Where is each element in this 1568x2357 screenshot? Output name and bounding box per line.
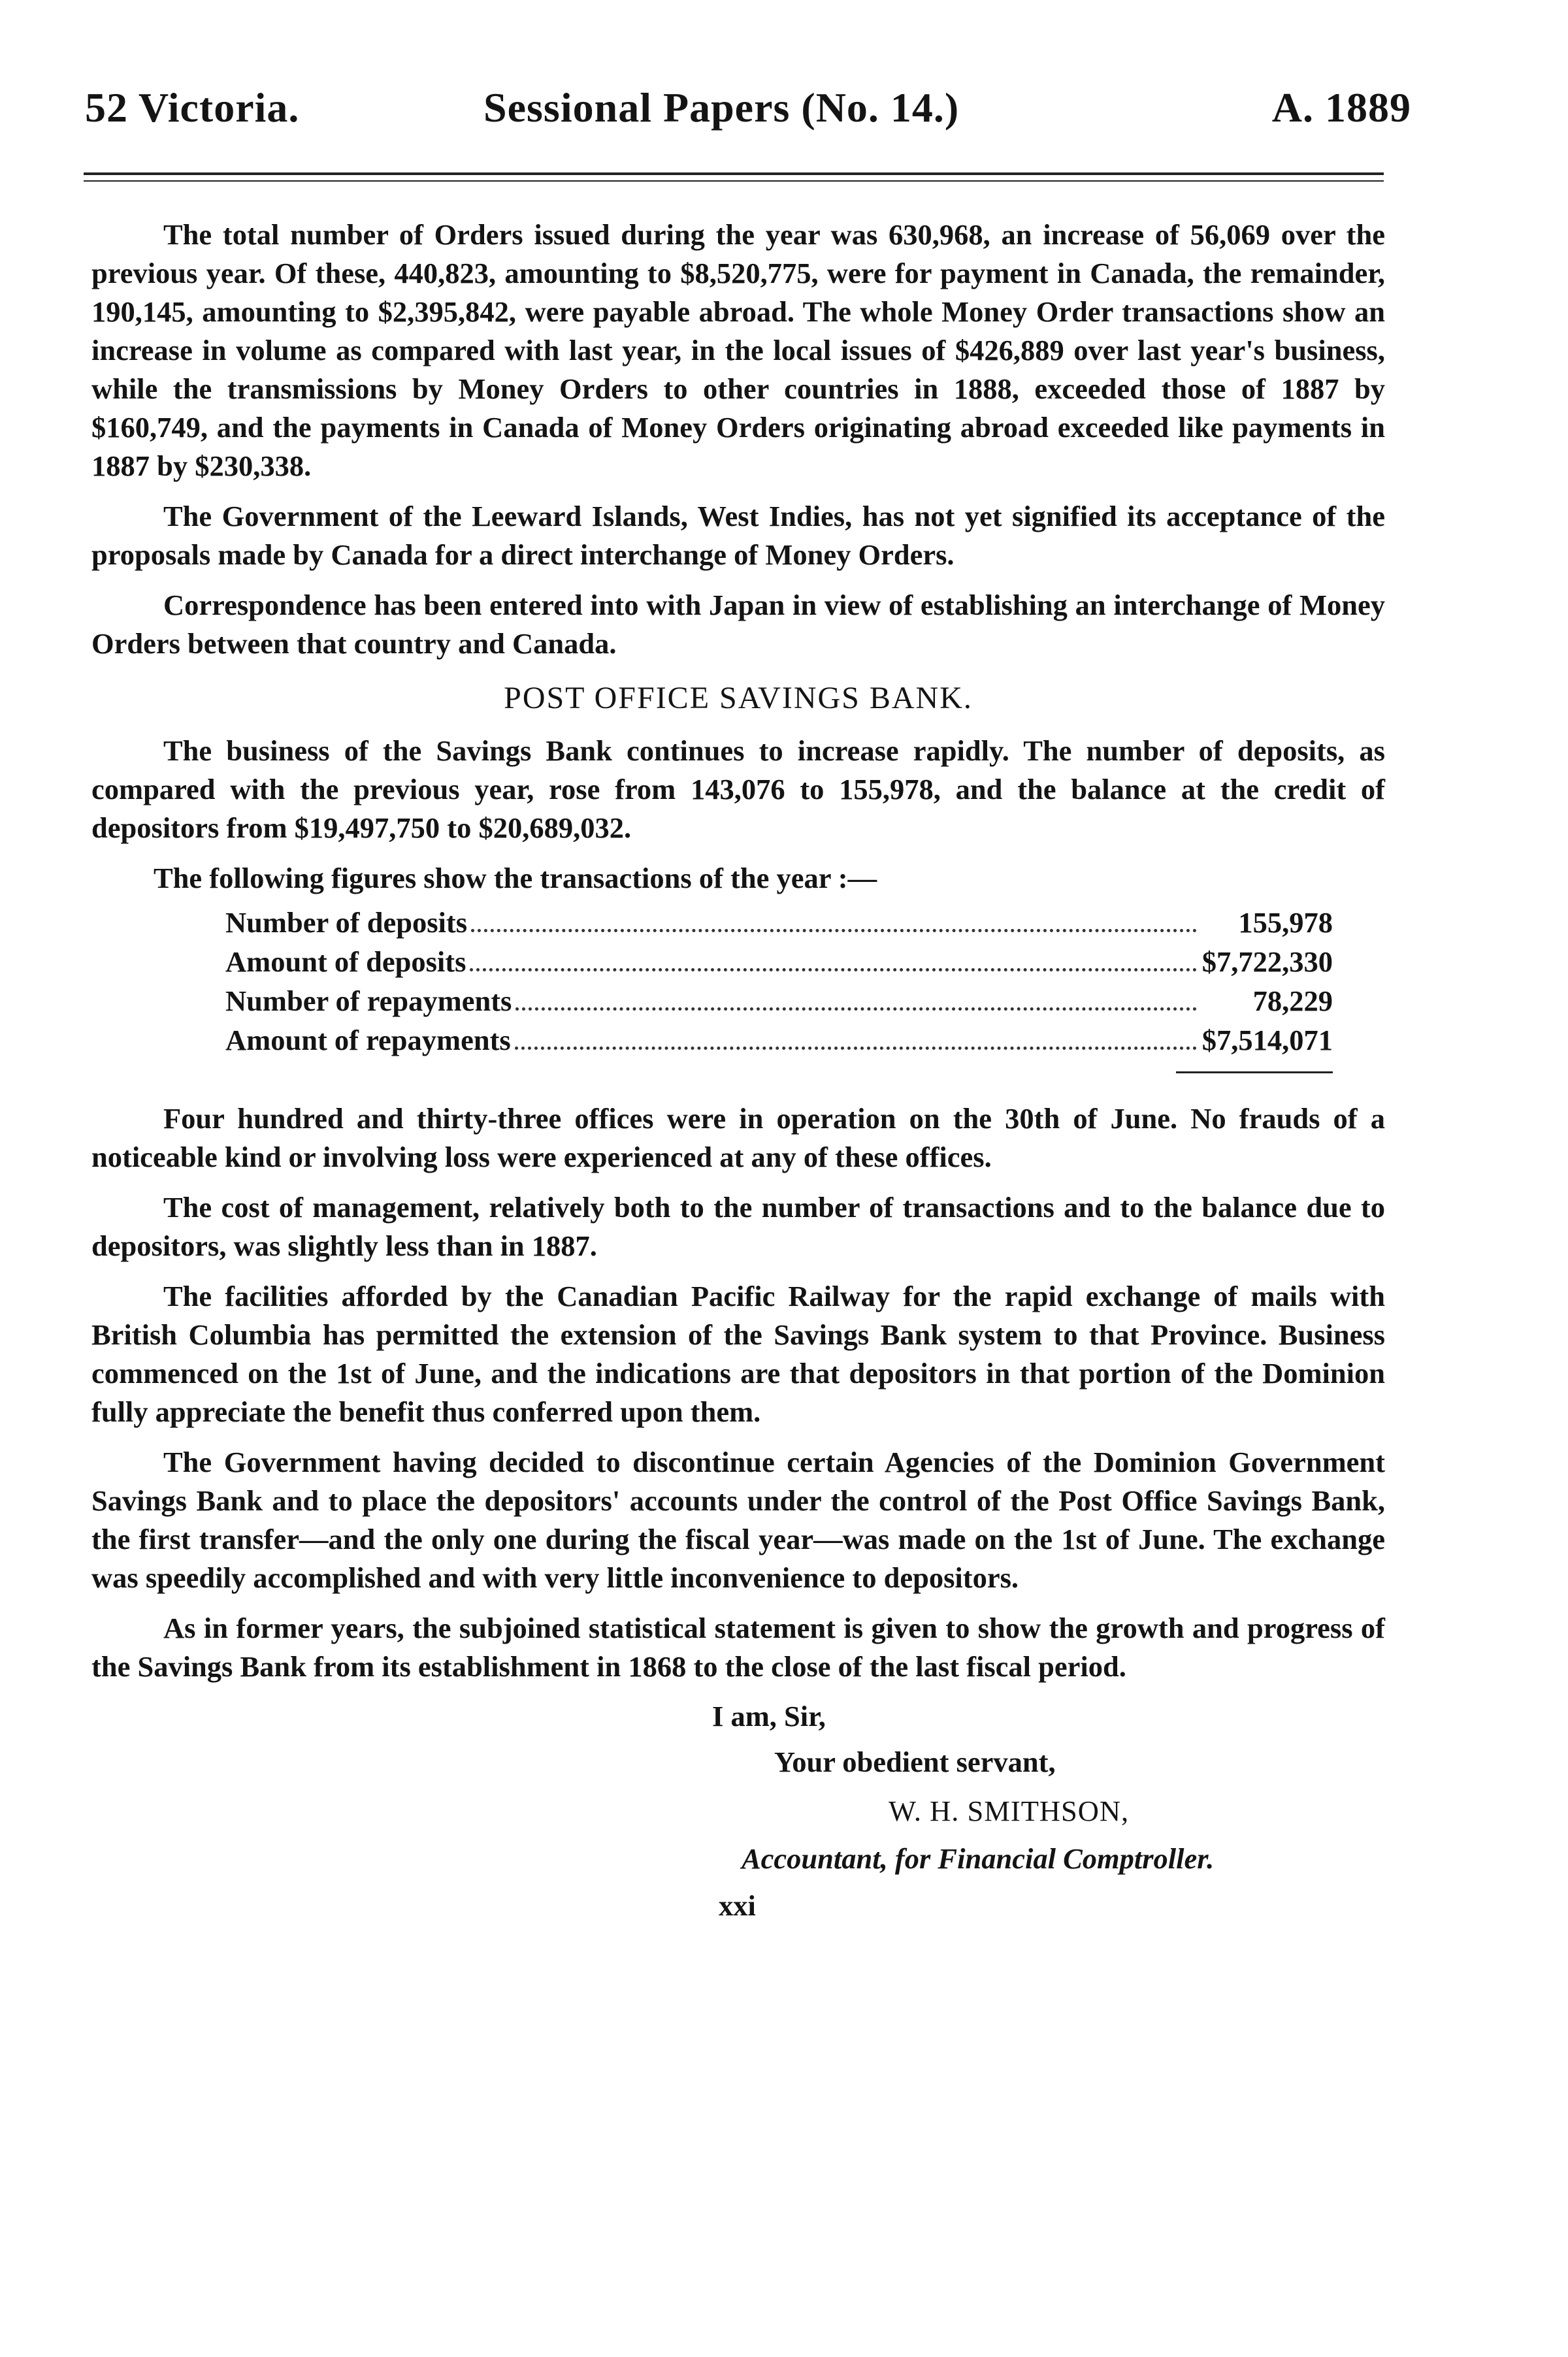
leader-dots [471, 929, 1197, 932]
paragraph-offices: Four hundred and thirty-three offices were in operation on the 30th of June. No frauds of a noticeable kind or involving loss were experienced at any of these offices. [91, 1102, 1385, 1173]
transactions-table [225, 903, 1333, 1073]
table-row [225, 981, 1333, 1020]
paragraph-money-orders: The total number of Orders issued during the year was 630,968, an increase of 56,069 over the previous year. Of these, 440,823, amounting to $8,520,775, were for payment in Canada, the remainder, 190,145, amounting to $2,395,842, were payable abroad. The whole Money Order transactions show an increase in volume as compared with last year, in the local issues of $426,889 over last year's business, while the transmissions by Money Orders to other countries in 1888, exceeded those of 1887 by $160,749, and the payments in Canada of Money Orders originating abroad exceeded like payments in 1887 by $230,338. [91, 218, 1385, 482]
section-title: POST OFFICE SAVINGS BANK. [504, 681, 973, 715]
stat-label: Number of deposits [225, 906, 468, 939]
stat-value: $7,722,330 [1201, 945, 1333, 978]
document-body [91, 216, 1385, 1947]
table-row [225, 903, 1333, 942]
salutation: I am, Sir, [712, 1700, 826, 1732]
paragraph-leeward-islands: The Government of the Leeward Islands, West Indies, has not yet signified its acceptance of the proposals made by Canada for a direct interchange of Money Orders. [91, 500, 1385, 571]
signatory-title: Accountant, for Financial Comptroller. [742, 1842, 1215, 1875]
paragraph-statistical-statement: As in former years, the subjoined statistical statement is given to show the growth and progress of the Savings Bank from its establishment in 1868 to the close of the last fiscal period. [91, 1612, 1385, 1683]
leader-dots [515, 1007, 1197, 1011]
stat-value: 78,229 [1252, 984, 1333, 1017]
header-rule-thin [84, 180, 1384, 182]
table-end-rule [1176, 1071, 1333, 1073]
leader-dots [515, 1047, 1197, 1050]
page-header [85, 84, 1411, 142]
signatory-name: W. H. SMITHSON, [889, 1795, 1130, 1827]
stat-label: Amount of deposits [225, 945, 466, 978]
stat-label: Amount of repayments [225, 1024, 511, 1056]
header-title: Sessional Papers (No. 14.) [483, 84, 960, 131]
stat-label: Number of repayments [225, 984, 512, 1017]
valediction: Your obedient servant, [774, 1746, 1056, 1778]
header-session: 52 Victoria. [85, 84, 300, 131]
table-row [225, 1020, 1333, 1060]
table-row [225, 942, 1333, 981]
paragraph-japan: Correspondence has been entered into with Japan in view of establishing an interchange of Money Orders between that country and Canada. [91, 589, 1385, 660]
letter-closing [91, 1699, 1385, 1947]
paragraph-agencies: The Government having decided to discontinue certain Agencies of the Dominion Government Savings Bank and to place the depositors' accounts under the control of the Post Office Savings Bank, the first transfer—and the only one during the fiscal year—was made on the 1st of June. The exchange was speedily accomplished and with very little inconvenience to depositors. [91, 1446, 1385, 1594]
paragraph-management-cost: The cost of management, relatively both to the number of transactions and to the balance due to depositors, was slightly less than in 1887. [91, 1191, 1385, 1262]
page-number: xxi [719, 1889, 756, 1922]
stat-value: $7,514,071 [1201, 1024, 1333, 1056]
leader-dots [470, 968, 1196, 971]
paragraph-british-columbia: The facilities afforded by the Canadian Pacific Railway for the rapid exchange of mails with British Columbia has permitted the extension of the Savings Bank system to that Province. Business commenced on the 1st of June, and the indications are that depositors in that portion of the Dominion fully appreciate the benefit thus conferred upon them. [91, 1280, 1385, 1428]
header-year: A. 1889 [1271, 84, 1411, 131]
paragraph-savings-business: The business of the Savings Bank continues to increase rapidly. The number of deposits, as compared with the previous year, rose from 143,076 to 155,978, and the balance at the credit of depositors from $19,497,750 to $20,689,032. [91, 734, 1385, 844]
paragraph-figures-intro: The following figures show the transactions of the year :— [154, 862, 877, 894]
header-rule-thick [84, 172, 1384, 175]
table-end-rule-wrap [225, 1071, 1333, 1073]
stat-value: 155,978 [1238, 906, 1333, 939]
